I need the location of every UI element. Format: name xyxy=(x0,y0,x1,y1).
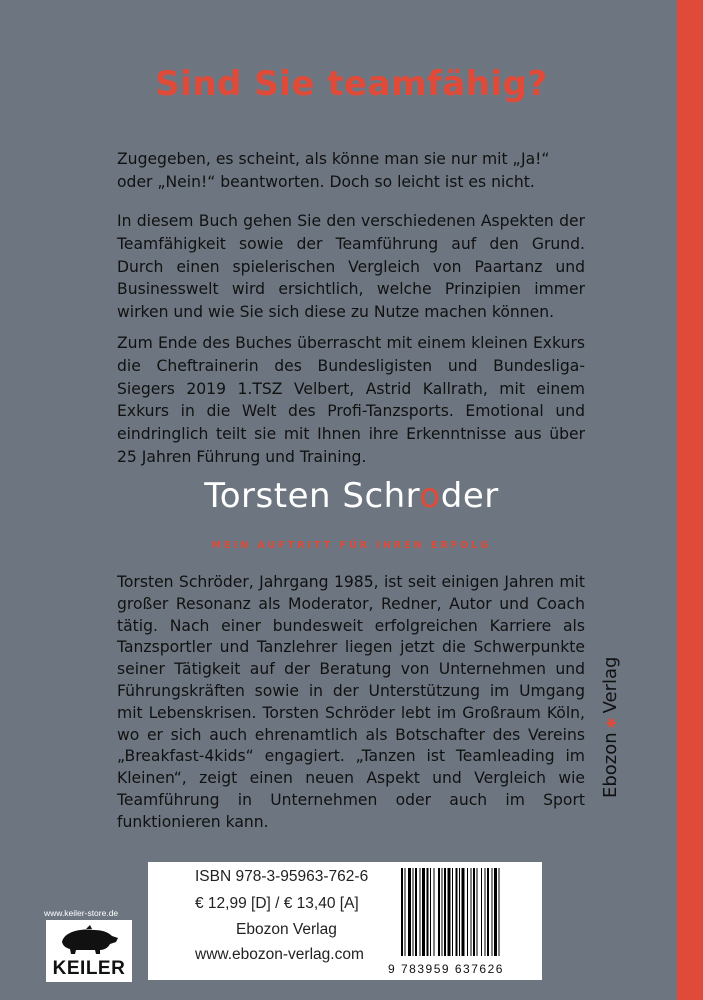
logo-name-start: Torsten Schr xyxy=(204,476,420,516)
publisher-name: Ebozon Verlag xyxy=(236,921,337,938)
author-bio: Torsten Schröder, Jahrgang 1985, ist seit einigen Jahren mit großer Resonanz als Moderator, Redner, Autor und Coach tätig. Nach einer bundesweit erfolgreichen Karriere als Tanzsportler und Tanzlehrer liegen jetzt die Schwerpunkte seiner Tätigkeit auf der Beratung von Unternehmen und Führungskräften sowie in der Unterstützung im Umgang mit Lebenskrisen. Torsten Schröder lebt im Großraum Köln, wo er sich auch ehrenamtlich als Botschafter des Vereins „Breakfast-4kids“ engagiert. „Tanzen ist Teamleading im Kleinen“, zeigt einen neuen Aspekt und Vergleich wie Teamführung in Unternehmen oder auch im Sport funktionieren kann. xyxy=(117,573,585,831)
star-icon: ✱ xyxy=(605,717,620,729)
author-logo xyxy=(0,476,703,516)
barcode xyxy=(397,868,535,960)
publisher-word: Ebozon xyxy=(600,732,621,798)
logo-accent-letter: o xyxy=(419,476,441,516)
barcode-number: 9 783959 637626 xyxy=(388,962,504,976)
boar-icon xyxy=(46,920,132,958)
logo-tagline: MEIN AUFTRITT FÜR IHREN ERFOLG xyxy=(211,540,492,551)
publisher-vertical-label xyxy=(600,657,621,798)
isbn-number: ISBN 978-3-95963-762-6 xyxy=(195,868,369,885)
publisher-url: www.ebozon-verlag.com xyxy=(195,946,364,963)
keiler-logo xyxy=(46,920,132,982)
content-paragraph: In diesem Buch gehen Sie den verschiedenen Aspekten der Teamfähigkeit sowie der Teamführung auf den Grund. Durch einen spielerischen Vergleich von Paartanz und Businesswelt wird ersichtlich, welche Prinzipien immer wirken und wie Sie sich diese zu Nutze machen können. xyxy=(117,212,585,322)
verlag-word: Verlag xyxy=(600,656,621,714)
logo-name-end: der xyxy=(440,476,499,516)
intro-paragraph: Zugegeben, es scheint, als könne man sie nur mit „Ja!“ oder „Nein!“ beantworten. Doch so leicht ist es nicht. xyxy=(117,150,550,191)
headline: Sind Sie teamfähig? xyxy=(155,64,548,104)
keiler-name: KEILER xyxy=(52,958,126,979)
keiler-url: www.keiler-store.de xyxy=(44,908,119,918)
excursus-paragraph: Zum Ende des Buches überrascht mit einem kleinen Exkurs die Cheftrainerin des Bundesligisten und Bundesliga-Siegers 2019 1.TSZ Velbert, Astrid Kallrath, mit einem Exkurs in die Welt des Profi-Tanzsports. Emotional und eindringlich teilt sie mit Ihnen ihre Erkenntnisse aus über 25 Jahren Führung und Training. xyxy=(117,334,585,466)
price: € 12,99 [D] / € 13,40 [A] xyxy=(195,895,359,912)
